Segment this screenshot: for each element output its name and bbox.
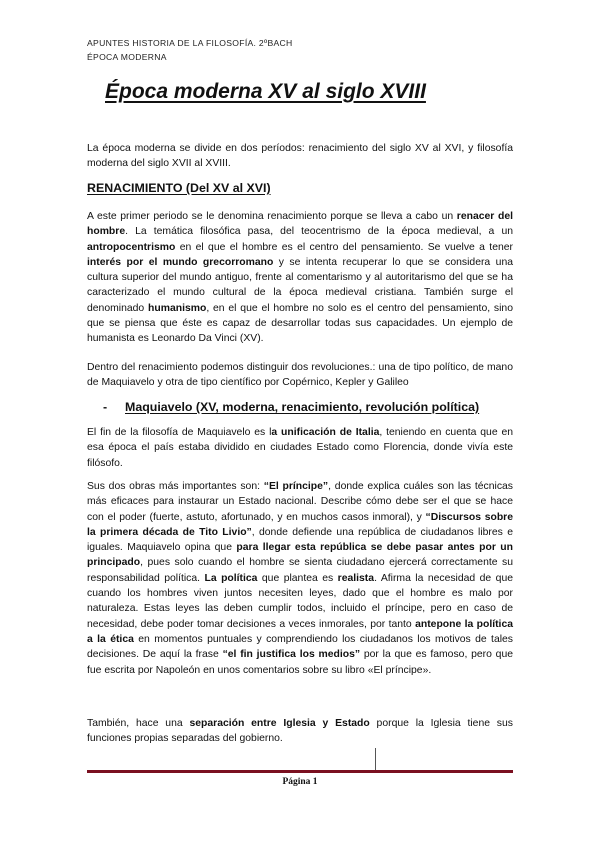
running-header-topic: ÉPOCA MODERNA (87, 52, 167, 62)
running-header-course: APUNTES HISTORIA DE LA FILOSOFÍA. 2ºBACH (87, 38, 293, 48)
footer-rule (87, 770, 513, 773)
maquiavelo-heading-text: Maquiavelo (XV, moderna, renacimiento, revolución política) (125, 400, 480, 414)
renacimiento-paragraph-2: Dentro del renacimiento podemos distinguir dos revoluciones.: una de tipo político, de mano de Maquiavelo y otra de tipo científico por Copérnico, Kepler y Galileo (87, 362, 513, 389)
section-heading-renacimiento: RENACIMIENTO (Del XV al XVI) (87, 181, 271, 195)
intro-paragraph: La época moderna se divide en dos períodos: renacimiento del siglo XV al XVI, y filosofía moderna del siglo XVII al XVIII. (87, 143, 513, 170)
page-number: Página 1 (282, 777, 318, 787)
page-title: Época moderna XV al siglo XVIII (105, 80, 426, 103)
maquiavelo-paragraph-2: Sus dos obras más importantes son: “El príncipe”, donde explica cuáles son las técnicas más eficaces para instaurar un Estado nacional. Describe cómo debe ser el que se hace con el poder (fuerte, astuto, afortunado, y en muchos casos inmoral), y “Discursos sobre la primera década de Tito Livio”, donde defiende una república de ciudadanos libres e iguales. Maquiavelo opina que para llegar esta república se debe pasar antes por un principado, pues solo cuando el hombre se sienta ciudadano ejercerá correctamente su responsabilidad política. La política que plantea es realista. Afirma la necesidad de que cuando los hombres viven juntos necesiten leyes, dado que el hombre es malo por naturaleza. Estas leyes las deben cumplir todos, incluido el príncipe, pero en caso de necesidad, debe poder tomar decisiones a veces inmorales, por tanto antepone la política a la ética en momentos puntuales y comprendiendo los ciudadanos los motivos de tales decisiones. De aquí la frase “el fin justifica los medios” por la que es famoso, pero que fue escrita por Napoleón en unos comentarios sobre su libro «El príncipe». (87, 481, 514, 676)
renacimiento-paragraph-1: A este primer periodo se le denomina renacimiento porque se lleva a cabo un renacer del hombre. La temática filosófica pasa, del teocentrismo de la época medieval, a un antropocentrismo en el que el hombre es el centro del pensamiento. Se vuelve a tener interés por el mundo grecorromano y se intenta recuperar lo que se considera una cultura superior del mundo antiguo, frente al comentarismo y al autoritarismo del que se ha caracterizado el mundo cultural de la época medieval cristiana. También surge el denominado humanismo, en el que el hombre no solo es el centro del pensamiento, sino que se piensa que éste es capaz de desarrollar todas sus capacidades. Un ejemplo de humanista es Leonardo Da Vinci (XV). (87, 211, 514, 345)
list-dash: - (103, 400, 108, 414)
section-heading-maquiavelo (103, 400, 479, 414)
maquiavelo-paragraph-3: También, hace una separación entre Iglesia y Estado porque la Iglesia tiene sus funciones propias separadas del gobierno. (87, 718, 513, 745)
maquiavelo-paragraph-1: El fin de la filosofía de Maquiavelo es la unificación de Italia, teniendo en cuenta que en esa época el país estaba dividido en ciudades Estado como Florencia, donde vivía este filósofo. (87, 427, 513, 469)
footer-divider-tick (375, 748, 376, 772)
